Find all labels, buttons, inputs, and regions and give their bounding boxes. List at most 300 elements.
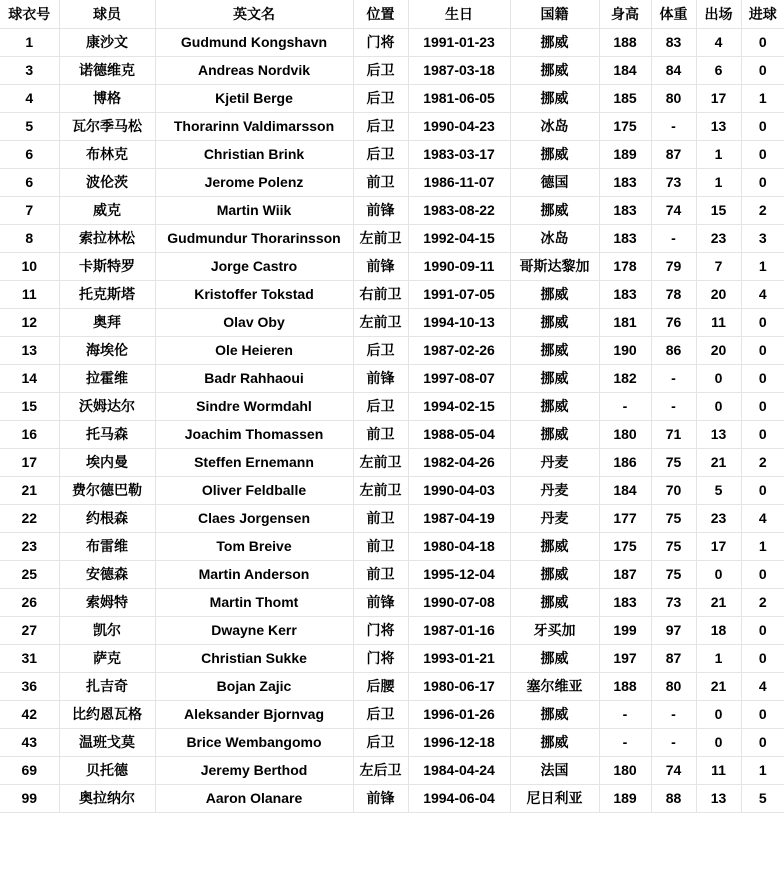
cell-birthday: 1990-04-23 [408,112,510,140]
cell-player-name-en: Thorarinn Valdimarsson [155,112,353,140]
cell-appearances: 23 [696,504,741,532]
cell-player-name-en: Martin Wiik [155,196,353,224]
cell-weight: 87 [651,140,696,168]
cell-position: 左前卫 [353,448,408,476]
cell-player-name-cn: 托克斯塔 [59,280,155,308]
cell-weight: 83 [651,28,696,56]
cell-weight: 71 [651,420,696,448]
cell-player-name-cn: 波伦茨 [59,168,155,196]
cell-height: 183 [599,224,651,252]
cell-player-name-en: Andreas Nordvik [155,56,353,84]
cell-appearances: 17 [696,532,741,560]
header-cell-appearances: 出场 [696,0,741,28]
table-row [0,476,784,504]
cell-jersey-number: 43 [0,728,59,756]
table-row [0,588,784,616]
table-row [0,84,784,112]
header-cell-jersey-number: 球衣号 [0,0,59,28]
cell-height: - [599,392,651,420]
cell-player-name-cn: 奥拉纳尔 [59,784,155,812]
cell-player-name-cn: 拉霍维 [59,364,155,392]
cell-birthday: 1990-09-11 [408,252,510,280]
cell-height: 188 [599,672,651,700]
cell-nationality: 丹麦 [510,448,599,476]
cell-height: 184 [599,56,651,84]
cell-player-name-en: Oliver Feldballe [155,476,353,504]
cell-player-name-en: Jeremy Berthod [155,756,353,784]
cell-goals: 0 [741,560,784,588]
cell-weight: 84 [651,56,696,84]
cell-position: 后卫 [353,700,408,728]
cell-goals: 0 [741,168,784,196]
table-row [0,308,784,336]
cell-height: 177 [599,504,651,532]
cell-birthday: 1994-06-04 [408,784,510,812]
cell-birthday: 1987-03-18 [408,56,510,84]
cell-nationality: 尼日利亚 [510,784,599,812]
cell-birthday: 1988-05-04 [408,420,510,448]
cell-birthday: 1993-01-21 [408,644,510,672]
cell-birthday: 1997-08-07 [408,364,510,392]
cell-player-name-en: Gudmundur Thorarinsson [155,224,353,252]
cell-birthday: 1994-02-15 [408,392,510,420]
cell-player-name-en: Gudmund Kongshavn [155,28,353,56]
cell-player-name-en: Martin Thomt [155,588,353,616]
cell-nationality: 挪威 [510,308,599,336]
cell-goals: 4 [741,280,784,308]
cell-player-name-en: Aaron Olanare [155,784,353,812]
cell-position: 左后卫 [353,756,408,784]
cell-nationality: 塞尔维亚 [510,672,599,700]
cell-player-name-cn: 温班戈莫 [59,728,155,756]
cell-position: 门将 [353,28,408,56]
cell-position: 前锋 [353,252,408,280]
cell-jersey-number: 31 [0,644,59,672]
header-cell-position: 位置 [353,0,408,28]
cell-position: 门将 [353,616,408,644]
table-row [0,112,784,140]
cell-player-name-cn: 扎吉奇 [59,672,155,700]
cell-jersey-number: 8 [0,224,59,252]
cell-nationality: 挪威 [510,588,599,616]
cell-appearances: 7 [696,252,741,280]
table-row [0,224,784,252]
cell-position: 前卫 [353,532,408,560]
cell-player-name-cn: 康沙文 [59,28,155,56]
cell-player-name-en: Jorge Castro [155,252,353,280]
header-cell-player-name-cn: 球员 [59,0,155,28]
cell-birthday: 1996-12-18 [408,728,510,756]
cell-nationality: 挪威 [510,56,599,84]
table-row [0,196,784,224]
cell-height: 188 [599,28,651,56]
cell-weight: 73 [651,588,696,616]
cell-jersey-number: 16 [0,420,59,448]
cell-goals: 0 [741,420,784,448]
table-row [0,336,784,364]
cell-appearances: 21 [696,448,741,476]
cell-appearances: 23 [696,224,741,252]
cell-position: 前卫 [353,420,408,448]
cell-weight: 75 [651,532,696,560]
header-cell-nationality: 国籍 [510,0,599,28]
cell-weight: 79 [651,252,696,280]
cell-height: 183 [599,588,651,616]
table-row [0,560,784,588]
cell-position: 后卫 [353,56,408,84]
cell-height: 197 [599,644,651,672]
cell-player-name-cn: 约根森 [59,504,155,532]
cell-jersey-number: 6 [0,140,59,168]
cell-nationality: 挪威 [510,84,599,112]
table-row [0,56,784,84]
cell-player-name-en: Jerome Polenz [155,168,353,196]
cell-weight: 75 [651,504,696,532]
cell-position: 前锋 [353,364,408,392]
table-row [0,644,784,672]
cell-position: 左前卫 [353,224,408,252]
cell-position: 左前卫 [353,476,408,504]
cell-player-name-en: Aleksander Bjornvag [155,700,353,728]
table-row [0,532,784,560]
cell-player-name-en: Sindre Wormdahl [155,392,353,420]
cell-nationality: 挪威 [510,728,599,756]
cell-player-name-en: Claes Jorgensen [155,504,353,532]
header-cell-birthday: 生日 [408,0,510,28]
cell-jersey-number: 12 [0,308,59,336]
cell-height: 175 [599,112,651,140]
cell-weight: - [651,224,696,252]
cell-jersey-number: 69 [0,756,59,784]
cell-appearances: 13 [696,784,741,812]
cell-nationality: 挪威 [510,140,599,168]
table-row [0,28,784,56]
table-row [0,784,784,812]
cell-nationality: 挪威 [510,28,599,56]
cell-player-name-cn: 威克 [59,196,155,224]
cell-jersey-number: 23 [0,532,59,560]
cell-birthday: 1991-07-05 [408,280,510,308]
cell-height: 199 [599,616,651,644]
cell-height: 180 [599,420,651,448]
cell-goals: 1 [741,532,784,560]
cell-position: 后卫 [353,112,408,140]
cell-nationality: 挪威 [510,280,599,308]
cell-birthday: 1991-01-23 [408,28,510,56]
cell-player-name-cn: 布林克 [59,140,155,168]
cell-player-name-en: Joachim Thomassen [155,420,353,448]
cell-jersey-number: 36 [0,672,59,700]
cell-player-name-cn: 布雷维 [59,532,155,560]
cell-appearances: 0 [696,700,741,728]
cell-nationality: 哥斯达黎加 [510,252,599,280]
cell-player-name-cn: 沃姆达尔 [59,392,155,420]
cell-goals: 0 [741,616,784,644]
cell-goals: 0 [741,308,784,336]
cell-player-name-cn: 埃内曼 [59,448,155,476]
cell-appearances: 11 [696,308,741,336]
cell-position: 前卫 [353,168,408,196]
cell-player-name-cn: 海埃伦 [59,336,155,364]
cell-weight: 87 [651,644,696,672]
cell-appearances: 0 [696,364,741,392]
cell-nationality: 挪威 [510,532,599,560]
cell-birthday: 1987-02-26 [408,336,510,364]
cell-jersey-number: 13 [0,336,59,364]
cell-height: 183 [599,280,651,308]
table-row [0,756,784,784]
cell-position: 后腰 [353,672,408,700]
cell-weight: 86 [651,336,696,364]
cell-appearances: 0 [696,560,741,588]
cell-nationality: 德国 [510,168,599,196]
table-row [0,168,784,196]
header-row [0,0,784,28]
cell-jersey-number: 5 [0,112,59,140]
cell-weight: 73 [651,168,696,196]
table-row [0,616,784,644]
cell-height: - [599,700,651,728]
table-row [0,448,784,476]
cell-appearances: 17 [696,84,741,112]
cell-goals: 0 [741,392,784,420]
cell-goals: 0 [741,700,784,728]
cell-weight: - [651,364,696,392]
cell-jersey-number: 21 [0,476,59,504]
cell-goals: 2 [741,448,784,476]
cell-birthday: 1980-06-17 [408,672,510,700]
cell-player-name-cn: 费尔德巴勒 [59,476,155,504]
cell-player-name-en: Badr Rahhaoui [155,364,353,392]
cell-birthday: 1995-12-04 [408,560,510,588]
cell-player-name-cn: 托马森 [59,420,155,448]
cell-jersey-number: 22 [0,504,59,532]
header-cell-height: 身高 [599,0,651,28]
cell-player-name-cn: 索拉林松 [59,224,155,252]
cell-appearances: 13 [696,420,741,448]
cell-goals: 2 [741,196,784,224]
cell-height: 186 [599,448,651,476]
cell-height: 180 [599,756,651,784]
cell-player-name-en: Tom Breive [155,532,353,560]
cell-player-name-en: Kjetil Berge [155,84,353,112]
cell-birthday: 1986-11-07 [408,168,510,196]
cell-goals: 0 [741,56,784,84]
cell-player-name-en: Brice Wembangomo [155,728,353,756]
cell-player-name-cn: 比约恩瓦格 [59,700,155,728]
cell-jersey-number: 1 [0,28,59,56]
cell-height: 183 [599,168,651,196]
cell-nationality: 挪威 [510,392,599,420]
cell-height: 182 [599,364,651,392]
cell-weight: 80 [651,672,696,700]
cell-nationality: 牙买加 [510,616,599,644]
cell-height: 185 [599,84,651,112]
table-row [0,280,784,308]
cell-appearances: 11 [696,756,741,784]
cell-goals: 0 [741,28,784,56]
cell-appearances: 1 [696,140,741,168]
cell-weight: 97 [651,616,696,644]
header-cell-goals: 进球 [741,0,784,28]
cell-weight: 76 [651,308,696,336]
cell-position: 前卫 [353,560,408,588]
cell-jersey-number: 26 [0,588,59,616]
cell-weight: 74 [651,756,696,784]
cell-position: 后卫 [353,140,408,168]
cell-nationality: 挪威 [510,364,599,392]
cell-birthday: 1983-03-17 [408,140,510,168]
cell-birthday: 1990-04-03 [408,476,510,504]
cell-jersey-number: 14 [0,364,59,392]
cell-weight: 88 [651,784,696,812]
cell-nationality: 挪威 [510,420,599,448]
header-cell-player-name-en: 英文名 [155,0,353,28]
cell-nationality: 冰岛 [510,224,599,252]
cell-goals: 1 [741,252,784,280]
cell-goals: 3 [741,224,784,252]
cell-weight: 75 [651,448,696,476]
cell-goals: 5 [741,784,784,812]
cell-height: 181 [599,308,651,336]
cell-nationality: 丹麦 [510,476,599,504]
cell-position: 门将 [353,644,408,672]
cell-player-name-en: Christian Sukke [155,644,353,672]
cell-jersey-number: 3 [0,56,59,84]
cell-birthday: 1981-06-05 [408,84,510,112]
cell-height: 189 [599,784,651,812]
cell-player-name-cn: 奥拜 [59,308,155,336]
table-row [0,364,784,392]
cell-position: 右前卫 [353,280,408,308]
roster-table-body [0,28,784,812]
cell-appearances: 21 [696,672,741,700]
cell-player-name-en: Steffen Ernemann [155,448,353,476]
cell-position: 前卫 [353,504,408,532]
cell-jersey-number: 25 [0,560,59,588]
cell-nationality: 冰岛 [510,112,599,140]
table-row [0,504,784,532]
cell-weight: 70 [651,476,696,504]
cell-goals: 4 [741,672,784,700]
cell-height: 175 [599,532,651,560]
cell-nationality: 法国 [510,756,599,784]
cell-height: 183 [599,196,651,224]
cell-goals: 0 [741,476,784,504]
cell-position: 后卫 [353,336,408,364]
cell-appearances: 20 [696,280,741,308]
cell-goals: 0 [741,728,784,756]
cell-jersey-number: 15 [0,392,59,420]
cell-player-name-en: Bojan Zajic [155,672,353,700]
cell-birthday: 1987-04-19 [408,504,510,532]
cell-jersey-number: 11 [0,280,59,308]
cell-birthday: 1980-04-18 [408,532,510,560]
cell-player-name-cn: 索姆特 [59,588,155,616]
cell-weight: - [651,700,696,728]
cell-jersey-number: 42 [0,700,59,728]
cell-position: 前锋 [353,588,408,616]
cell-player-name-cn: 凯尔 [59,616,155,644]
cell-weight: 80 [651,84,696,112]
cell-appearances: 20 [696,336,741,364]
cell-position: 后卫 [353,728,408,756]
cell-birthday: 1983-08-22 [408,196,510,224]
cell-player-name-en: Kristoffer Tokstad [155,280,353,308]
cell-position: 后卫 [353,392,408,420]
cell-jersey-number: 4 [0,84,59,112]
cell-goals: 2 [741,588,784,616]
cell-appearances: 13 [696,112,741,140]
cell-height: 190 [599,336,651,364]
cell-appearances: 1 [696,644,741,672]
cell-weight: 78 [651,280,696,308]
cell-appearances: 5 [696,476,741,504]
cell-position: 后卫 [353,84,408,112]
cell-jersey-number: 7 [0,196,59,224]
cell-nationality: 挪威 [510,644,599,672]
cell-appearances: 1 [696,168,741,196]
cell-nationality: 丹麦 [510,504,599,532]
cell-jersey-number: 27 [0,616,59,644]
cell-goals: 0 [741,112,784,140]
table-row [0,420,784,448]
cell-goals: 0 [741,336,784,364]
cell-birthday: 1990-07-08 [408,588,510,616]
cell-height: 187 [599,560,651,588]
cell-appearances: 21 [696,588,741,616]
cell-appearances: 0 [696,392,741,420]
cell-weight: - [651,728,696,756]
table-row [0,672,784,700]
cell-nationality: 挪威 [510,336,599,364]
cell-birthday: 1982-04-26 [408,448,510,476]
cell-nationality: 挪威 [510,700,599,728]
table-row [0,252,784,280]
cell-weight: 74 [651,196,696,224]
cell-birthday: 1996-01-26 [408,700,510,728]
cell-jersey-number: 17 [0,448,59,476]
table-row [0,700,784,728]
cell-birthday: 1987-01-16 [408,616,510,644]
cell-player-name-cn: 瓦尔季马松 [59,112,155,140]
table-row [0,392,784,420]
cell-player-name-en: Martin Anderson [155,560,353,588]
roster-table-header [0,0,784,28]
cell-nationality: 挪威 [510,560,599,588]
cell-appearances: 4 [696,28,741,56]
cell-height: 178 [599,252,651,280]
cell-player-name-cn: 卡斯特罗 [59,252,155,280]
cell-jersey-number: 6 [0,168,59,196]
cell-position: 前锋 [353,784,408,812]
cell-goals: 1 [741,84,784,112]
cell-birthday: 1984-04-24 [408,756,510,784]
cell-goals: 0 [741,644,784,672]
cell-jersey-number: 99 [0,784,59,812]
header-cell-weight: 体重 [651,0,696,28]
cell-birthday: 1994-10-13 [408,308,510,336]
cell-weight: - [651,112,696,140]
cell-player-name-cn: 诺德维克 [59,56,155,84]
cell-height: 184 [599,476,651,504]
cell-position: 前锋 [353,196,408,224]
cell-player-name-cn: 萨克 [59,644,155,672]
cell-player-name-en: Christian Brink [155,140,353,168]
cell-player-name-cn: 博格 [59,84,155,112]
cell-player-name-en: Ole Heieren [155,336,353,364]
cell-appearances: 18 [696,616,741,644]
